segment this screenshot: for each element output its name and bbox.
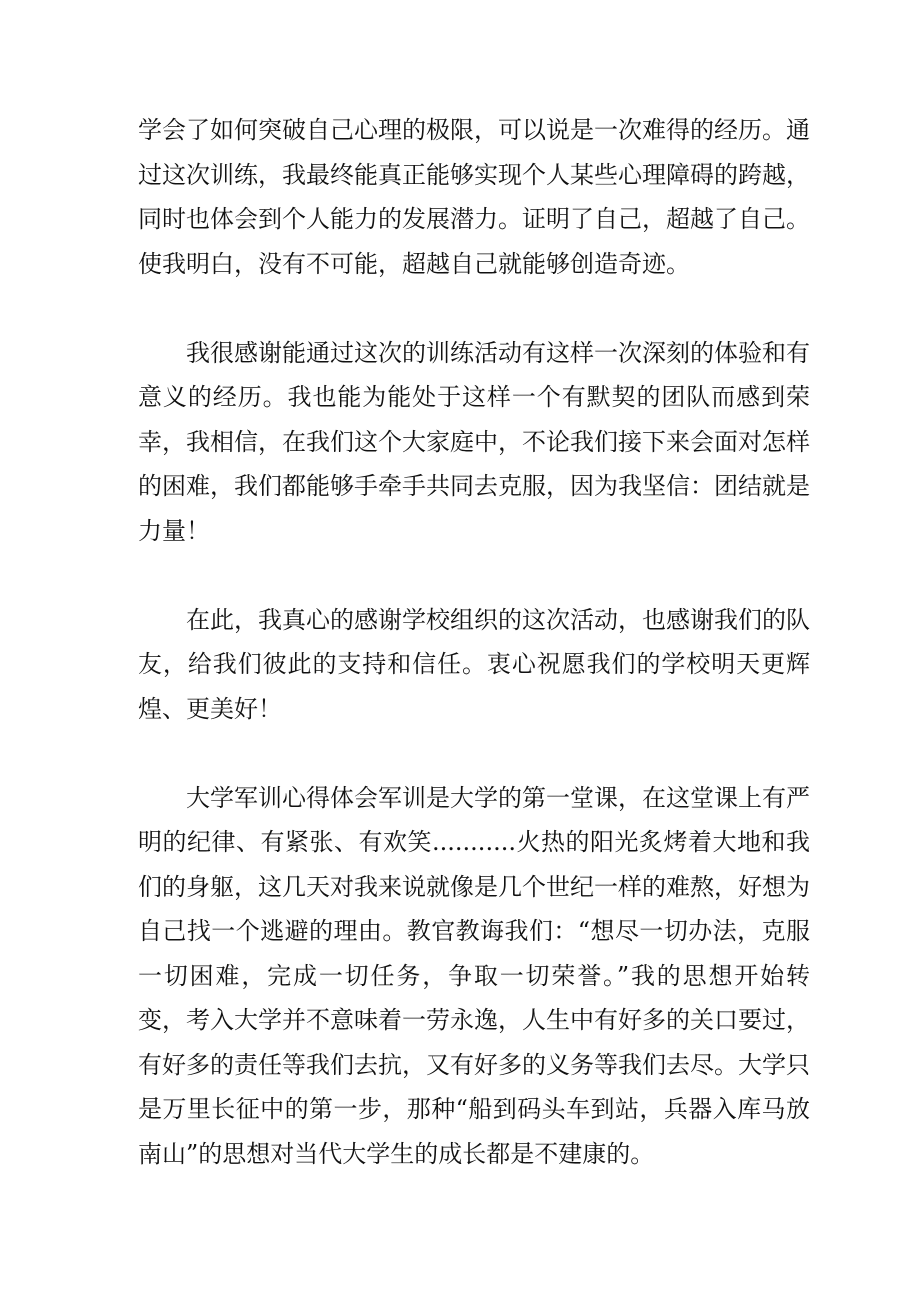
paragraph-spacer [138,731,810,776]
paragraph-1: 学会了如何突破自己心理的极限，可以说是一次难得的经历。通过这次训练，我最终能真正能够实现个人某些心理障碍的跨越，同时也体会到个人能力的发展潜力。证明了自己，超越了自己。使我明白，没有不可能，超越自己就能够创造奇迹。 [138,116,810,278]
paragraph-2: 我很感谢能通过这次的训练活动有这样一次深刻的体验和有意义的经历。我也能为能处于这样一个有默契的团队而感到荣幸，我相信，在我们这个大家庭中，不论我们接下来会面对怎样的困难，我们都能够手牵手共同去克服，因为我坚信：团结就是力量！ [138,338,810,545]
document-body [138,108,810,1176]
paragraph-4: 大学军训心得体会军训是大学的第一堂课，在这堂课上有严明的纪律、有紧张、有欢笑...........火热的阳光炙烤着大地和我们的身躯，这几天对我来说就像是几个世纪一样的难熬，好想为自己找一个逃避的理由。教官教诲我们：“想尽一切办法，克服一切困难，完成一切任务，争取一切荣誉。”我的思想开始转变，考入大学并不意味着一劳永逸，人生中有好多的关口要过，有好多的责任等我们去抗，又有好多的义务等我们去尽。大学只是万里长征中的第一步，那种“船到码头车到站，兵器入库马放南山”的思想对当代大学生的成长都是不建康的。 [138,783,810,1168]
paragraph-spacer [138,553,810,598]
paragraph-spacer [138,286,810,331]
paragraph-3: 在此，我真心的感谢学校组织的这次活动，也感谢我们的队友，给我们彼此的支持和信任。衷心祝愿我们的学校明天更辉煌、更美好！ [138,605,810,723]
